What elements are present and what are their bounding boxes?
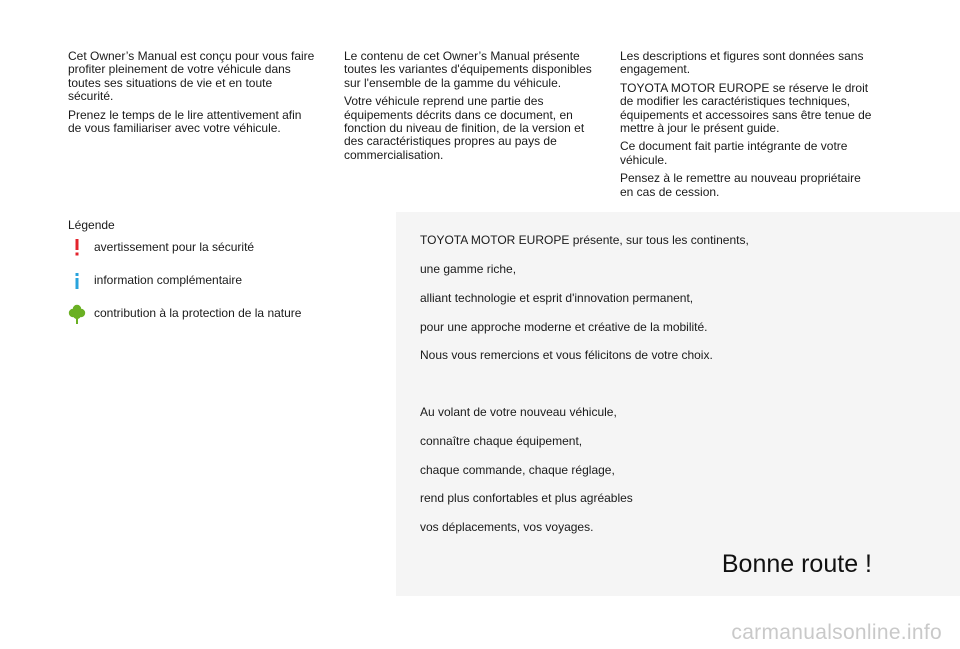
welcome-line: connaître chaque équipement, — [420, 434, 583, 448]
legend-item-label: avertissement pour la sécurité — [94, 240, 255, 254]
intro-paragraph: TOYOTA MOTOR EUROPE se réserve le droit de modifier les caractéristiques techniques, équipements et accessoires sans être tenue de mettre à jour le présent guide. — [620, 80, 872, 136]
welcome-line: TOYOTA MOTOR EUROPE présente, sur tous les continents, — [420, 233, 749, 247]
welcome-line: chaque commande, chaque réglage, — [420, 463, 615, 477]
intro-paragraph: Votre véhicule reprend une partie des équipements décrits dans ce document, en fonction du niveau de finition, de la version et des caractéristiques propres au pays de commercialisation. — [344, 94, 585, 162]
welcome-line: Nous vous remercions et vous félicitons de votre choix. — [420, 348, 713, 362]
tree-nature-icon — [68, 304, 86, 324]
intro-paragraph: Ce document fait partie intégrante de votre véhicule. — [620, 139, 848, 167]
legend-title: Légende — [68, 218, 115, 232]
legend-item-info — [68, 271, 368, 287]
warning-exclamation-icon — [68, 238, 86, 258]
legend-item-label: contribution à la protection de la nature — [94, 306, 302, 320]
intro-column-2 — [344, 50, 596, 167]
intro-paragraph: Cet Owner’s Manual est conçu pour vous faire profiter pleinement de votre véhicule dans toutes ses situations de vie et en toute sécurité. — [68, 49, 315, 104]
welcome-panel — [396, 212, 960, 596]
intro-column-3 — [620, 50, 875, 204]
intro-column-1 — [68, 50, 318, 140]
welcome-line: rend plus confortables et plus agréables — [420, 491, 633, 505]
legend-item-label: information complémentaire — [94, 273, 243, 287]
watermark: carmanualsonline.info — [731, 621, 942, 644]
welcome-line: vos déplacements, vos voyages. — [420, 520, 594, 534]
intro-paragraph: Les descriptions et figures sont données sans engagement. — [620, 49, 864, 77]
closing-greeting: Bonne route ! — [721, 550, 872, 578]
legend-item-warning — [68, 238, 368, 254]
intro-paragraph: Prenez le temps de le lire attentivement afin de vous familiariser avec votre véhicule. — [68, 107, 302, 136]
intro-paragraph: Pensez à le remettre au nouveau propriétaire en cas de cession. — [620, 171, 861, 199]
legend — [68, 218, 368, 337]
welcome-line: pour une approche moderne et créative de la mobilité. — [420, 320, 708, 334]
welcome-line: une gamme riche, — [420, 262, 517, 276]
legend-item-nature — [68, 304, 368, 320]
welcome-line: Au volant de votre nouveau véhicule, — [420, 405, 617, 419]
welcome-line: alliant technologie et esprit d'innovation permanent, — [420, 291, 694, 305]
info-i-icon — [68, 271, 86, 291]
intro-paragraph: Le contenu de cet Owner’s Manual présente toutes les variantes d'équipements disponibles sur l'ensemble de la gamme du véhicule. — [344, 49, 592, 90]
